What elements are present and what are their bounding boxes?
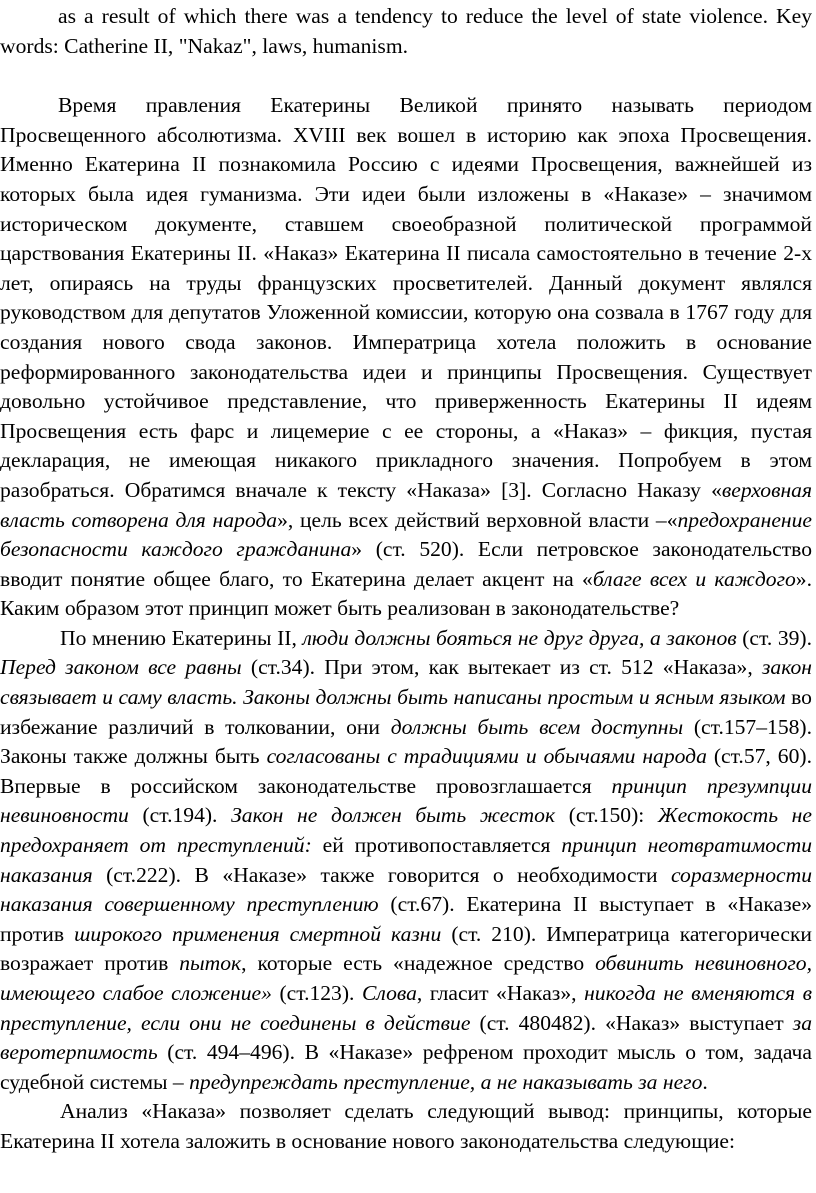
- body-paragraph-3: [0, 1097, 812, 1156]
- body-paragraph-2: [0, 624, 812, 1098]
- abstract-tail-text: as a result of which there was a tendency to reduce the level of state violence. Key words: Catherine II, "Nakaz", laws, humanism.: [0, 4, 812, 58]
- italic-quote: должны быть всем доступны: [390, 714, 684, 739]
- text-run: (ст. 494–496). В «Наказе» рефреном проходит мысль о том, задача судебной системы –: [0, 1040, 812, 1094]
- text-run: (ст.57, 60). Впервые в российском законодательстве провозглашается: [0, 744, 812, 798]
- italic-quote: люди должны бояться не друг друга, а законов: [302, 625, 737, 650]
- italic-quote: соразмерности наказания совершенному преступлению: [0, 862, 812, 917]
- italic-quote: согласованы с традициями и обычаями народа: [266, 744, 707, 769]
- italic-quote: предохранение безопасности каждого гражданина: [0, 507, 812, 562]
- italic-quote: закон связывает и саму власть. Законы должны быть написаны простым и ясным языком: [0, 655, 812, 710]
- italic-quote: Слова: [361, 981, 417, 1005]
- text-run: », цель всех действий верховной власти –«: [277, 507, 678, 532]
- text-run: ей противопоставляется: [311, 833, 562, 858]
- text-run: » (ст. 520). Если петровское законодательство вводит понятие общее благо, то Екатерина делает акцент на «: [0, 537, 812, 591]
- italic-quote: Жестокость не предохраняет от преступлений:: [0, 803, 812, 858]
- text-run: (ст. 480482). «Наказ» выступает: [470, 1010, 793, 1035]
- italic-quote: никогда не вменяются в преступление, если они не соединены в действие: [0, 981, 813, 1035]
- abstract-tail-paragraph: [0, 2, 812, 61]
- text-run: (ст.222). В «Наказе» также говорится о необходимости: [92, 862, 672, 887]
- text-run: , гласит «Наказ»,: [416, 981, 585, 1005]
- text-run: (ст. 39).: [736, 625, 813, 650]
- italic-quote: Закон не должен быть жесток: [231, 803, 556, 828]
- text-run: Анализ «Наказа» позволяет сделать следующий вывод: принципы, которые Екатерина II хотела заложить в основание нового законодательства следующие:: [0, 1099, 812, 1153]
- italic-quote: обвинить невиновного, имеющего слабое сложение»: [0, 951, 812, 1005]
- italic-quote: широкого применения смертной казни: [74, 921, 442, 946]
- italic-quote: благе всех и каждого: [592, 566, 796, 591]
- italic-quote: Перед законом все равны: [0, 655, 242, 680]
- text-run: (ст.194).: [128, 803, 232, 828]
- italic-quote: предупреждать преступление, а не наказывать за него: [189, 1069, 703, 1094]
- text-run: во избежание различий в толковании, они: [0, 685, 812, 739]
- text-run: ». Каким образом этот принцип может быть реализован в законодательстве?: [0, 566, 812, 621]
- italic-quote: пыток: [179, 951, 242, 976]
- italic-quote: принцип неотвратимости наказания: [0, 833, 812, 887]
- text-run: (ст.123).: [271, 981, 362, 1005]
- text-run: (ст.67). Екатерина II выступает в «Наказе» против: [0, 892, 812, 946]
- italic-quote: верховная власть сотворена для народа: [0, 477, 812, 532]
- text-run: .: [702, 1069, 708, 1094]
- paragraph-gap: [0, 61, 812, 91]
- text-run: , которые есть «надежное средство: [241, 951, 596, 976]
- italic-quote: за веротерпимость: [0, 1010, 812, 1065]
- body-paragraph-1: [0, 91, 812, 624]
- text-run: По мнению Екатерины II,: [60, 625, 303, 650]
- text-run: (ст.157–158). Законы также должны быть: [0, 714, 813, 769]
- text-run: (ст. 210). Императрица категорически возражает против: [0, 921, 812, 976]
- text-run: (ст.34). При этом, как вытекает из ст. 512 «Наказа»,: [241, 655, 762, 680]
- text-run: (ст.150):: [555, 803, 658, 828]
- italic-quote: принцип презумпции невиновности: [0, 773, 812, 828]
- text-run: Время правления Екатерины Великой принято называть периодом Просвещенного абсолютизма. XVIII век вошел в историю как эпоха Просвещения. Именно Екатерина II познакомила Россию с идеями Просвещения, важнейшей из которых была идея гуманизма. Эти идеи были изложены в «Наказе» – значимом историческом документе, ставшем своеобразной политической программой царствования Екатерины II. «Наказ» Екатерина II писала самостоятельно в течение 2-х лет, опираясь на труды французских просветителей. Данный документ являлся руководством для депутатов Уложенной комиссии, которую она созвала в 1767 году для создания нового свода законов. Императрица хотела положить в основание реформированного законодательства идеи и принципы Просвещения. Существует довольно устойчивое представление, что приверженность Екатерины II идеям Просвещения есть фарс и лицемерие с ее стороны, а «Наказ» – фикция, пустая декларация, не имеющая никакого прикладного значения. Попробуем в этом разобраться. Обратимся вначале к тексту «Наказа» [3]. Согласно Наказу «: [0, 93, 812, 502]
